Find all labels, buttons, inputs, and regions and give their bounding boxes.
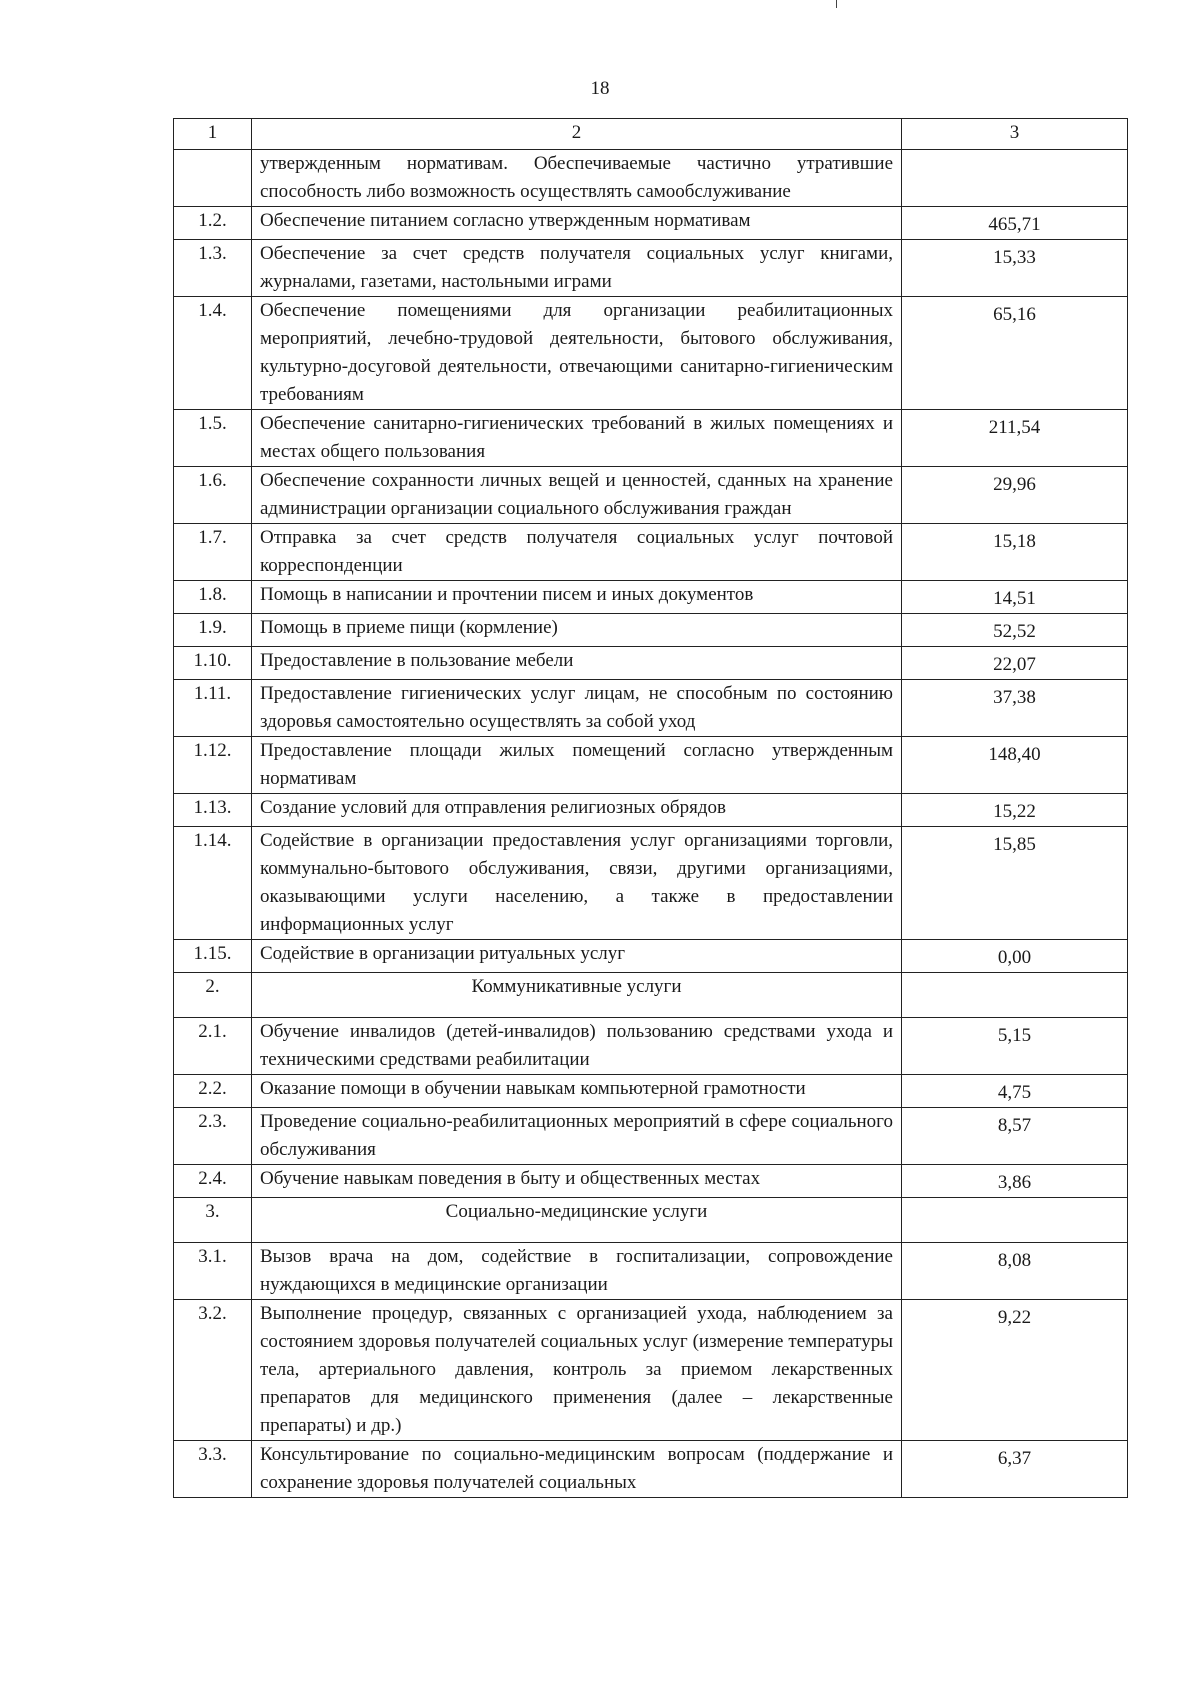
row-description: Оказание помощи в обучении навыкам компьютерной грамотности <box>252 1075 902 1108</box>
row-value: 3,86 <box>902 1165 1128 1198</box>
row-number: 2.4. <box>174 1165 252 1198</box>
table-row <box>174 827 1128 940</box>
row-number: 1.5. <box>174 410 252 467</box>
row-number: 1.7. <box>174 524 252 581</box>
table-header-row <box>174 119 1128 150</box>
row-description: Обеспечение сохранности личных вещей и ценностей, сданных на хранение администрации организации социального обслуживания граждан <box>252 467 902 524</box>
section-row <box>174 973 1128 1018</box>
row-description: Коммуникативные услуги <box>252 973 902 1018</box>
row-value: 465,71 <box>902 207 1128 240</box>
row-value: 8,57 <box>902 1108 1128 1165</box>
page-number: 18 <box>590 78 610 99</box>
table-row <box>174 614 1128 647</box>
row-value: 15,18 <box>902 524 1128 581</box>
row-number: 3. <box>174 1198 252 1243</box>
row-value: 211,54 <box>902 410 1128 467</box>
row-value: 5,15 <box>902 1018 1128 1075</box>
row-description: Предоставление площади жилых помещений согласно утвержденным нормативам <box>252 737 902 794</box>
table-row <box>174 150 1128 207</box>
row-description: Предоставление в пользование мебели <box>252 647 902 680</box>
row-description: Отправка за счет средств получателя социальных услуг почтовой корреспонденции <box>252 524 902 581</box>
row-value: 15,33 <box>902 240 1128 297</box>
row-value: 52,52 <box>902 614 1128 647</box>
row-number: 1.11. <box>174 680 252 737</box>
table-body <box>174 119 1128 1498</box>
row-number: 2.3. <box>174 1108 252 1165</box>
row-value: 0,00 <box>902 940 1128 973</box>
row-value: 37,38 <box>902 680 1128 737</box>
table-row <box>174 1165 1128 1198</box>
row-description: Создание условий для отправления религиозных обрядов <box>252 794 902 827</box>
row-description: Обеспечение питанием согласно утвержденным нормативам <box>252 207 902 240</box>
row-value <box>902 973 1128 1018</box>
table-row <box>174 940 1128 973</box>
row-description: Обеспечение за счет средств получателя социальных услуг книгами, журналами, газетами, настольными играми <box>252 240 902 297</box>
row-description: Консультирование по социально-медицинским вопросам (поддержание и сохранение здоровья получателей социальных <box>252 1441 902 1498</box>
row-description: Проведение социально-реабилитационных мероприятий в сфере социального обслуживания <box>252 1108 902 1165</box>
row-description: Обучение инвалидов (детей-инвалидов) пользованию средствами ухода и техническими средствами реабилитации <box>252 1018 902 1075</box>
row-description: утвержденным нормативам. Обеспечиваемые частично утратившие способность либо возможность осуществлять самообслуживание <box>252 150 902 207</box>
table-row <box>174 737 1128 794</box>
row-value: 14,51 <box>902 581 1128 614</box>
row-description: Помощь в приеме пищи (кормление) <box>252 614 902 647</box>
table-row <box>174 1441 1128 1498</box>
services-table <box>173 118 1128 1498</box>
table-row <box>174 207 1128 240</box>
table-row <box>174 467 1128 524</box>
row-number: 1.15. <box>174 940 252 973</box>
table-row <box>174 647 1128 680</box>
row-number: 1.6. <box>174 467 252 524</box>
row-description: Обеспечение санитарно-гигиенических требований в жилых помещениях и местах общего пользования <box>252 410 902 467</box>
table-row <box>174 1075 1128 1108</box>
row-value: 15,22 <box>902 794 1128 827</box>
row-number: 1.10. <box>174 647 252 680</box>
header-col-description: 2 <box>252 119 902 150</box>
row-number: 1.13. <box>174 794 252 827</box>
row-description: Социально-медицинские услуги <box>252 1198 902 1243</box>
row-number <box>174 150 252 207</box>
row-value: 22,07 <box>902 647 1128 680</box>
row-value: 6,37 <box>902 1441 1128 1498</box>
row-value <box>902 1198 1128 1243</box>
row-value: 4,75 <box>902 1075 1128 1108</box>
row-number: 1.12. <box>174 737 252 794</box>
row-value: 9,22 <box>902 1300 1128 1441</box>
table-row <box>174 524 1128 581</box>
table-row <box>174 297 1128 410</box>
table-row <box>174 1300 1128 1441</box>
table-row <box>174 1018 1128 1075</box>
row-value: 8,08 <box>902 1243 1128 1300</box>
row-value: 29,96 <box>902 467 1128 524</box>
row-description: Содействие в организации предоставления услуг организациями торговли, коммунально-бытового обслуживания, связи, другими организациями, оказывающими услуги населению, а также в предоставлении информационных услуг <box>252 827 902 940</box>
row-number: 1.8. <box>174 581 252 614</box>
row-number: 3.1. <box>174 1243 252 1300</box>
table-row <box>174 410 1128 467</box>
header-col-number: 1 <box>174 119 252 150</box>
row-description: Вызов врача на дом, содействие в госпитализации, сопровождение нуждающихся в медицинские организации <box>252 1243 902 1300</box>
table-row <box>174 1108 1128 1165</box>
row-description: Обучение навыкам поведения в быту и общественных местах <box>252 1165 902 1198</box>
row-number: 2. <box>174 973 252 1018</box>
row-description: Помощь в написании и прочтении писем и иных документов <box>252 581 902 614</box>
header-col-value: 3 <box>902 119 1128 150</box>
row-description: Предоставление гигиенических услуг лицам, не способным по состоянию здоровья самостоятельно осуществлять за собой уход <box>252 680 902 737</box>
table-row <box>174 240 1128 297</box>
row-number: 1.4. <box>174 297 252 410</box>
row-number: 1.2. <box>174 207 252 240</box>
row-number: 1.3. <box>174 240 252 297</box>
row-number: 2.2. <box>174 1075 252 1108</box>
row-description: Обеспечение помещениями для организации реабилитационных мероприятий, лечебно-трудовой деятельности, бытового обслуживания, культурно-досуговой деятельности, отвечающими санитарно-гигиеническим требованиям <box>252 297 902 410</box>
table-row <box>174 794 1128 827</box>
row-value: 148,40 <box>902 737 1128 794</box>
table-row <box>174 581 1128 614</box>
row-value: 65,16 <box>902 297 1128 410</box>
row-number: 3.2. <box>174 1300 252 1441</box>
row-description: Содействие в организации ритуальных услуг <box>252 940 902 973</box>
table-row <box>174 1243 1128 1300</box>
scan-mark <box>836 0 837 8</box>
row-number: 3.3. <box>174 1441 252 1498</box>
section-row <box>174 1198 1128 1243</box>
row-value: 15,85 <box>902 827 1128 940</box>
row-number: 1.14. <box>174 827 252 940</box>
row-number: 1.9. <box>174 614 252 647</box>
row-value <box>902 150 1128 207</box>
table-row <box>174 680 1128 737</box>
row-number: 2.1. <box>174 1018 252 1075</box>
row-description: Выполнение процедур, связанных с организацией ухода, наблюдением за состоянием здоровья получателей социальных услуг (измерение температуры тела, артериального давления, контроль за приемом лекарственных препаратов для медицинского применения (далее – лекарственные препараты) и др.) <box>252 1300 902 1441</box>
